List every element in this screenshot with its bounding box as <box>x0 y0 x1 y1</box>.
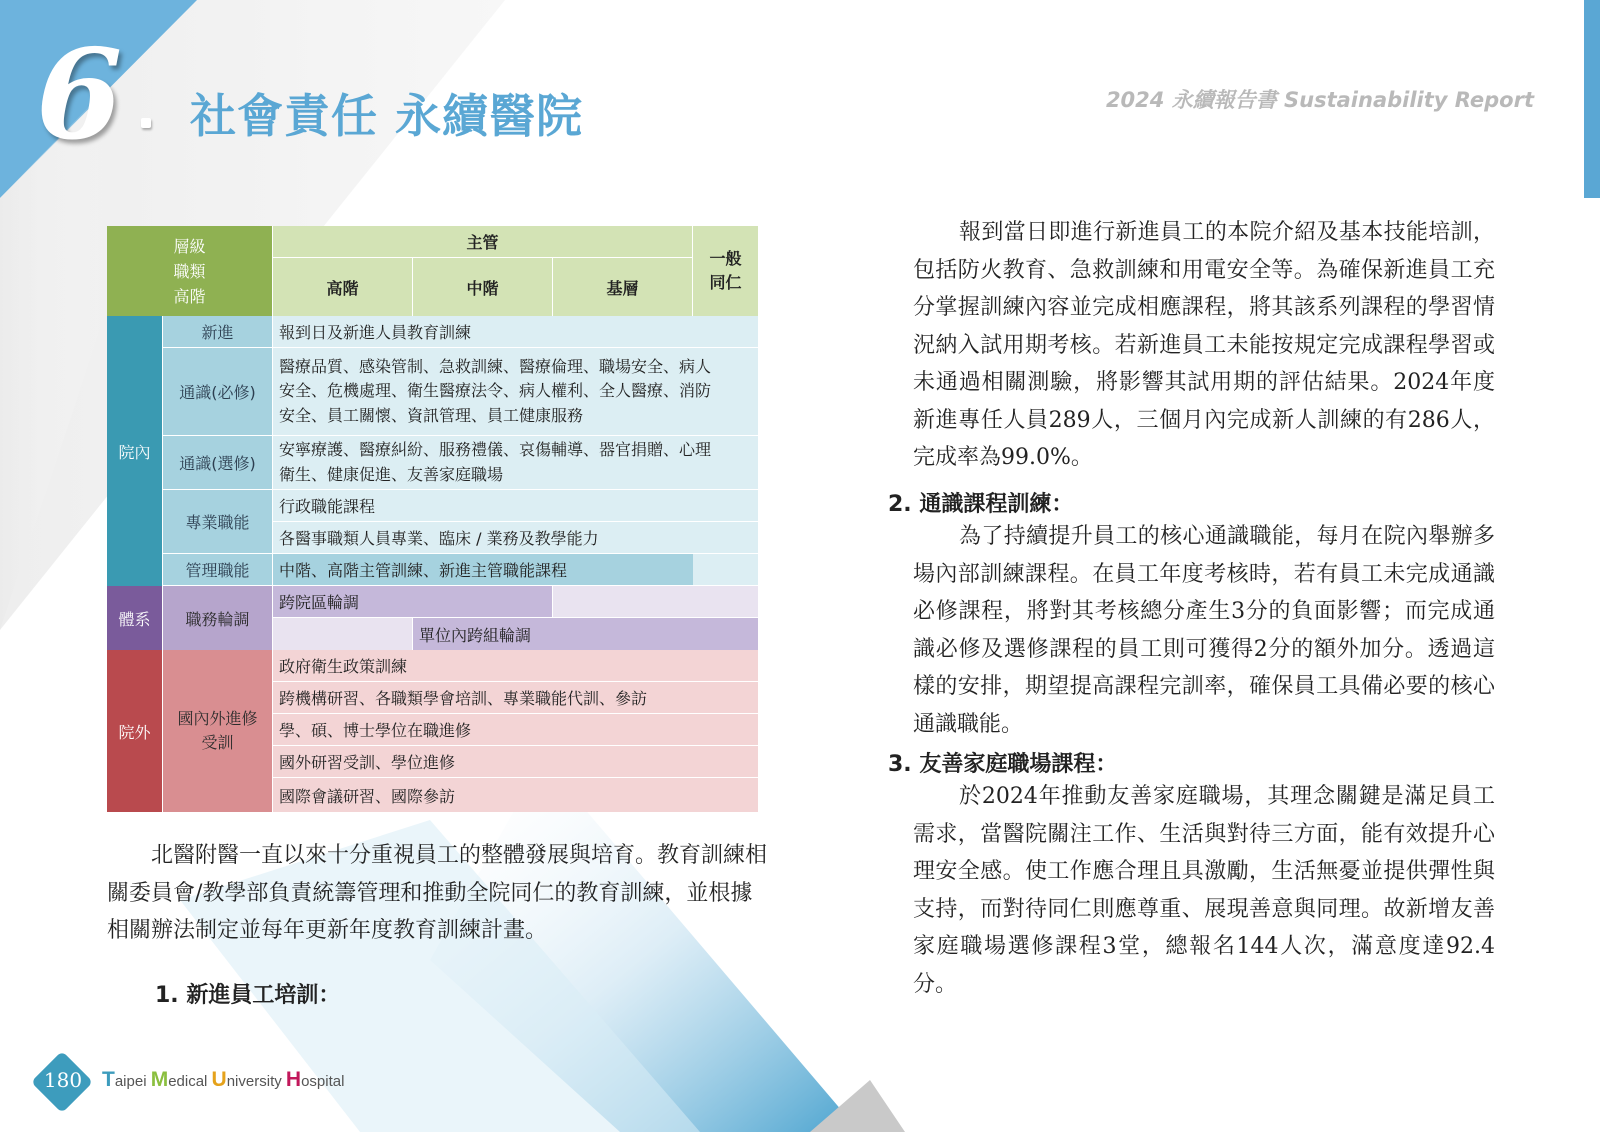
cell-external-3: 學、碩、博士學位在職進修 <box>273 714 758 746</box>
logo-word-university: niversity <box>226 1073 286 1090</box>
page-number: 180 <box>43 1068 83 1092</box>
category-general-required: 通識(必修) <box>163 348 273 436</box>
logo-letter-h: H <box>285 1068 302 1091</box>
category-training <box>163 650 273 812</box>
new-employee-paragraph: 報到當日即進行新進員工的本院介紹及基本技能培訓，包括防火教育、急救訓練和用電安全等。為確保新進員工充分掌握訓練內容並完成相應課程，將其該系列課程的學習情況納入試用期考核。若新進員工未能按規定完成課程學習或未通過相關測驗，將影響其試用期的評估結果。2024年度新進專任人員289人，三個月內完成新人訓練的有286人，完成率為99.0%。 <box>913 220 1495 470</box>
cell-rotation-cross-campus: 跨院區輪調 <box>273 586 553 618</box>
cell-general-required <box>273 348 758 436</box>
intro-paragraph: 北醫附醫一直以來十分重視員工的整體發展與培育。教育訓練相關委員會/教學部負責統籌管理和推動全院同仁的教育訓練，並根據相關辦法制定並每年更新年度教育訓練計畫。 <box>107 843 768 943</box>
group-internal: 院內 <box>107 316 163 586</box>
supervisor-header: 主管 <box>273 226 693 258</box>
family-friendly-paragraph: 於2024年推動友善家庭職場，其理念關鍵是滿足員工需求，當醫院關注工作、生活與對待三方面，能有效提升心理安全感。使工作應合理且具激勵，生活無憂並提供彈性與支持，而對待同仁則應尊重、展現善意與同理。故新增友善家庭職場選修課程3堂，總報名144人次，滿意度達92.4分。 <box>913 784 1495 997</box>
general-required-line-1: 醫療品質、感染管制、急救訓練、醫療倫理、職場安全、病人 <box>279 356 712 376</box>
chapter-number: 6 <box>36 23 123 168</box>
logo-word-hospital: ospital <box>301 1073 345 1090</box>
edge-tab <box>1584 0 1600 198</box>
general-course-paragraph: 為了持續提升員工的核心通識職能，每月在院內舉辦多場內部訓練課程。在員工年度考核時，若有員工未完成通識必修課程，將對其考核總分產生3分的負面影響；而完成通識必修及選修課程的員工則可獲得2分的額外加分。透過這樣的安排，期望提高課程完訓率，確保員工具備必要的核心通識職能。 <box>913 524 1495 737</box>
heading-general-course: 2. 通識課程訓練： <box>888 492 1074 517</box>
level-junior-header: 基層 <box>553 258 693 316</box>
logo-letter-m: M <box>150 1068 169 1091</box>
cell-rotation-in-unit: 單位內跨組輪調 <box>413 618 758 650</box>
general-staff-line-1: 一般 <box>709 249 742 268</box>
cell-external-1: 政府衛生政策訓練 <box>273 650 758 682</box>
group-external: 院外 <box>107 650 163 812</box>
chapter-dot <box>141 118 151 128</box>
chapter-title: 社會責任 永續醫院 <box>190 89 584 143</box>
level-middle-header: 中階 <box>413 258 553 316</box>
logo-letter-t: T <box>102 1068 115 1091</box>
logo-letter-u: U <box>211 1068 227 1091</box>
category-rotation: 職務輪調 <box>163 586 273 650</box>
category-training-line-2: 受訓 <box>201 733 234 752</box>
group-system: 體系 <box>107 586 163 650</box>
general-required-line-2: 安全、危機處理、衛生醫療法令、病人權利、全人醫療、消防 <box>279 381 712 401</box>
general-staff-header <box>693 226 758 316</box>
level-senior-header: 高階 <box>273 258 413 316</box>
category-professional: 專業職能 <box>163 490 273 554</box>
logo-word-medical: edical <box>168 1073 212 1090</box>
category-management: 管理職能 <box>163 554 273 586</box>
cell-management: 中階、高階主管訓練、新進主管職能課程 <box>273 554 693 586</box>
cell-professional-admin: 行政職能課程 <box>273 490 758 522</box>
cell-external-2: 跨機構研習、各職類學會培訓、專業職能代訓、參訪 <box>273 682 758 714</box>
general-required-line-3: 安全、員工關懷、資訊管理、員工健康服務 <box>279 405 584 425</box>
heading-new-employee: 1. 新進員工培訓： <box>155 983 341 1008</box>
general-elective-line-2: 衛生、健康促進、友善家庭職場 <box>279 464 504 484</box>
cell-new-training: 報到日及新進人員教育訓練 <box>273 316 758 348</box>
corner-line-2: 職類 <box>173 261 206 281</box>
corner-line-1: 層級 <box>173 236 206 256</box>
report-title: 2024 永續報告書 Sustainability Report <box>1105 88 1534 112</box>
training-matrix-table <box>107 226 758 812</box>
cell-management-blank <box>693 554 758 586</box>
cell-professional-medical: 各醫事職類人員專業、臨床 / 業務及教學能力 <box>273 522 758 554</box>
cell-general-elective <box>273 436 758 490</box>
corner-line-3: 高階 <box>173 286 206 306</box>
heading-family-friendly: 3. 友善家庭職場課程： <box>888 752 1118 777</box>
logo-word-taipei: aipei <box>114 1073 151 1090</box>
cell-rotation-blank-2 <box>273 618 413 650</box>
cell-external-4: 國外研習受訓、學位進修 <box>273 746 758 778</box>
hospital-logo-text <box>102 1068 344 1092</box>
general-staff-line-2: 同仁 <box>709 273 742 292</box>
cell-external-5: 國際會議研習、國際參訪 <box>273 778 758 812</box>
category-training-line-1: 國內外進修 <box>177 709 258 728</box>
table-corner-header <box>107 226 273 316</box>
category-new: 新進 <box>163 316 273 348</box>
cell-rotation-blank-1 <box>553 586 758 618</box>
category-general-elective: 通識(選修) <box>163 436 273 490</box>
general-elective-line-1: 安寧療護、醫療糾紛、服務禮儀、哀傷輔導、器官捐贈、心理 <box>279 440 712 459</box>
